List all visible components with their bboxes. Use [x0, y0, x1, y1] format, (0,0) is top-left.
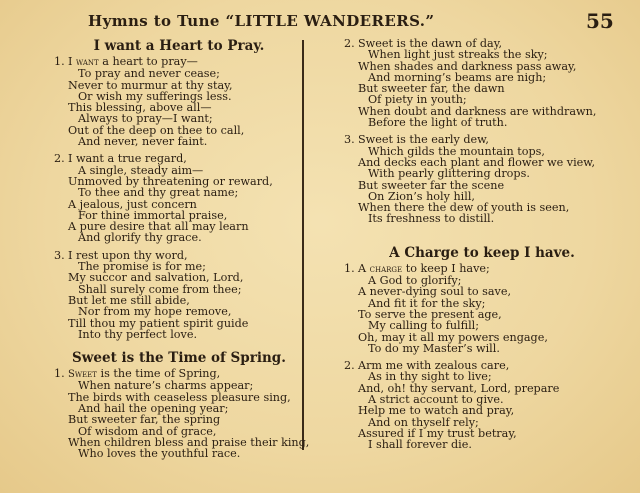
verse-line: To thee and thy great name;	[78, 186, 239, 200]
verse	[344, 134, 620, 224]
verse-line: Always to pray—I want;	[78, 112, 213, 126]
verse-line: Of piety in youth;	[368, 93, 467, 107]
verse-first-rest: a heart to pray—	[98, 55, 198, 68]
verse-line: And, oh! thy servant, Lord, prepare	[358, 381, 560, 395]
verse-line: Nor from my hope remove,	[78, 305, 232, 319]
verse-number: 2.	[54, 152, 65, 166]
verse-number: 2.	[344, 359, 355, 373]
verse-line: Till thou my patient spirit guide	[68, 316, 249, 330]
verse-line: On Zion’s holy hill,	[368, 189, 475, 203]
verse-line: Which gilds the mountain tops,	[368, 144, 545, 158]
verse-line: I shall forever die.	[368, 438, 472, 452]
verse-line: Its freshness to distill.	[368, 212, 495, 226]
verse-line: Never to murmur at thy stay,	[68, 78, 233, 92]
verse-line: And hail the opening year;	[78, 402, 229, 416]
verse	[344, 360, 620, 450]
verse-line: My calling to fulfill;	[368, 319, 480, 333]
hymn-title: I want a Heart to Pray.	[93, 38, 265, 54]
verse-small-caps: charge	[369, 263, 403, 275]
verse-number: 3.	[54, 248, 65, 262]
verse-line: And morning’s beams are nigh;	[368, 70, 547, 84]
verse-line: The promise is for me;	[78, 260, 206, 274]
verse-line: When nature’s charms appear;	[78, 379, 254, 393]
verse-line: Who loves the youthful race.	[78, 447, 241, 461]
verse-line: Oh, may it all my powers engage,	[358, 330, 548, 344]
verse	[344, 38, 620, 128]
verse-line: But sweeter far the scene	[358, 178, 505, 192]
verse-first-text: I rest upon thy word,	[68, 248, 188, 262]
verse	[54, 367, 310, 461]
verse-line: A strict account to give.	[368, 393, 504, 407]
verse-line: Help me to watch and pray,	[358, 404, 515, 418]
verse-line: A pure desire that all may learn	[68, 220, 249, 234]
verse-line: And glorify thy grace.	[78, 231, 202, 245]
verse-first-rest: to keep I have;	[402, 261, 490, 275]
verse-line: A God to glorify;	[368, 274, 462, 288]
verse-number: 1.	[54, 55, 65, 68]
verse-small-caps: want	[75, 57, 99, 68]
verse-line: With pearly glittering drops.	[368, 167, 530, 181]
verse	[54, 56, 304, 147]
verse-first-rest: is the time of Spring,	[96, 367, 221, 381]
verse-line: To pray and never cease;	[78, 67, 220, 81]
verse-line: When children bless and praise their king,	[68, 435, 310, 449]
verse-line: Assured if I my trust betray,	[358, 426, 517, 440]
left-column	[54, 38, 310, 466]
verse-line: But sweeter far, the dawn	[358, 82, 505, 96]
verse-lead: I	[68, 55, 76, 68]
hymn-title: A Charge to keep I have.	[389, 244, 575, 261]
verse-line: Shall surely come from thee;	[78, 282, 242, 296]
verse-line: A never-dying soul to save,	[358, 285, 512, 299]
verse	[54, 250, 304, 340]
verse	[344, 263, 620, 354]
verse-line: And on thyself rely;	[368, 415, 479, 429]
hymn-title: Sweet is the Time of Spring.	[72, 350, 286, 367]
verse-line: Before the light of truth.	[368, 116, 508, 130]
verse-line: When there the dew of youth is seen,	[358, 201, 570, 215]
verse-first-text: Arm me with zealous care,	[358, 359, 510, 373]
verse-line: And decks each plant and flower we view,	[358, 155, 596, 169]
verse-number: 1.	[344, 261, 355, 275]
verse-first-text: Sweet is the dawn of day,	[358, 37, 503, 50]
verse-line: But sweeter far, the spring	[68, 413, 221, 427]
verse-line: When doubt and darkness are withdrawn,	[358, 104, 597, 118]
verse-line: As in thy sight to live;	[368, 370, 492, 384]
verse-line: A jealous, just concern	[68, 197, 197, 211]
verse-line: When shades and darkness pass away,	[358, 59, 577, 73]
verse-line: Into thy perfect love.	[78, 327, 198, 341]
verse-line: To serve the present age,	[358, 307, 502, 321]
verse-line: And fit it for the sky;	[368, 296, 486, 310]
running-header: Hymns to Tune “LITTLE WANDERERS.”	[88, 12, 435, 30]
verse-line: For thine immortal praise,	[78, 208, 228, 222]
verse-first-line	[54, 153, 304, 164]
verse-line: This blessing, above all—	[68, 101, 212, 115]
verse-small-caps: Sweet	[68, 369, 97, 381]
verse-line: Out of the deep on thee to call,	[68, 123, 245, 137]
spacer	[344, 231, 620, 245]
verse-number: 2.	[344, 37, 355, 50]
verse-first-line	[344, 134, 620, 145]
verse-line: The birds with ceaseless pleasure sing,	[68, 390, 291, 404]
verse-line: Unmoved by threatening or reward,	[68, 174, 273, 188]
verse	[54, 153, 304, 243]
verse-number: 1.	[54, 367, 65, 381]
verse-first-text: I want a true regard,	[68, 152, 187, 166]
verse-line: And never, never faint.	[78, 135, 208, 149]
verse-line: A single, steady aim—	[78, 163, 204, 177]
verse-line: Of wisdom and of grace,	[78, 424, 217, 438]
verse-line: When light just streaks the sky;	[368, 48, 548, 62]
verse-line: To do my Master’s will.	[368, 341, 500, 355]
page-number: 55	[586, 9, 614, 33]
verse-number: 3.	[344, 133, 355, 147]
verse-line: Or wish my sufferings less.	[78, 89, 232, 103]
verse-line: But let me still abide,	[68, 293, 190, 307]
right-column	[344, 38, 620, 457]
verse-lead: A	[358, 261, 370, 275]
verse-first-text: Sweet is the early dew,	[358, 133, 489, 147]
verse-line: My succor and salvation, Lord,	[68, 271, 244, 285]
